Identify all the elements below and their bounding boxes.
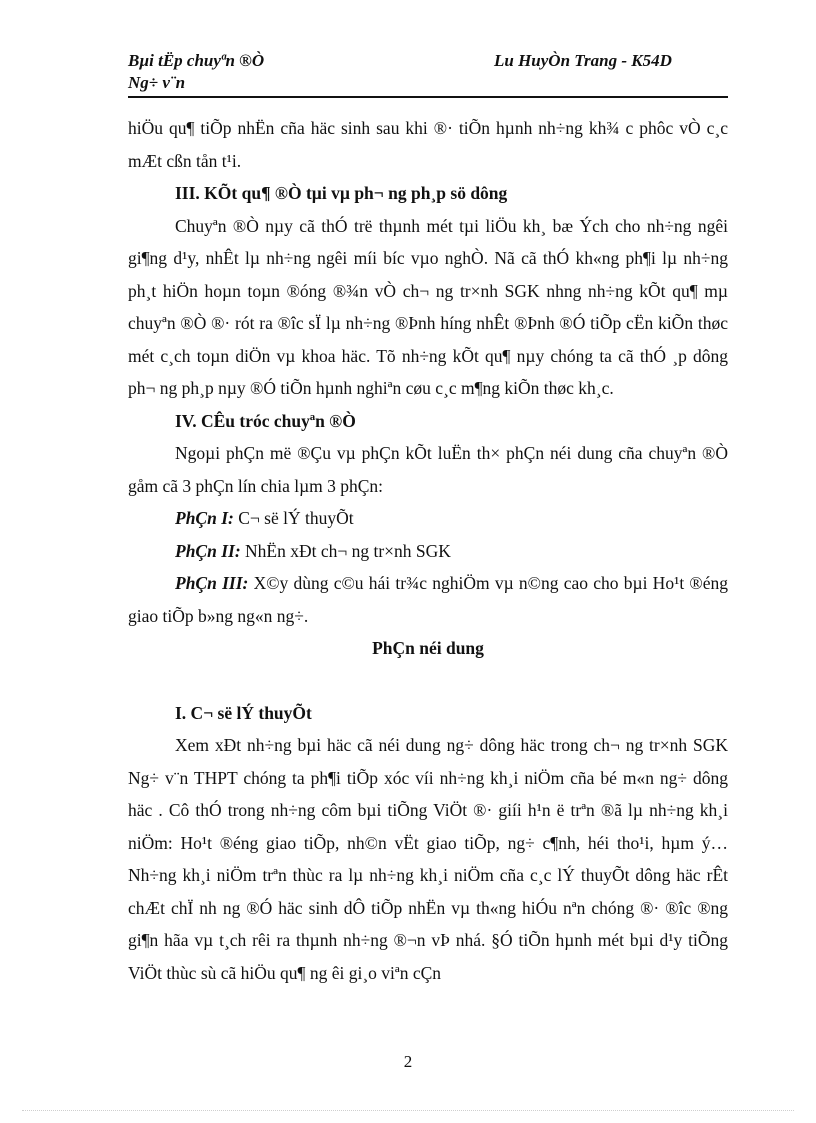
page-number: 2	[403, 1052, 413, 1071]
paragraph-theory: Xem xÐt nh÷ng bµi häc cã néi dung ng÷ dông häc trong ch¬ ng tr×nh SGK Ng÷ v¨n THPT chóng ta ph¶i tiÕp xóc víi nh÷ng kh¸i niÖm cña bé m«n ng÷ dông häc . Cô thÓ trong nh÷ng côm bµi tiÕng ViÖt ®· giíi h¹n ë trªn ®ã lµ nh÷ng kh¸i niÖm: Ho¹t ®éng giao tiÕp, nh©n vËt giao tiÕp, ng÷ c¶nh, héi tho¹i, hµm ý… Nh÷ng kh¸i niÖm trªn thùc ra lµ nh÷ng kh¸i niÖm cña c¸c lÝ thuyÕt dông häc rÊt chÆt chÏ nh ng ®Ó häc sinh dÔ tiÕp nhËn vµ th«ng hiÓu nªn chóng ®· ®îc ®ng gi¶n hãa vµ t¸ch rêi ra thµnh nh÷ng ®¬n vÞ nhá. §Ó tiÕn hµnh mét bµi d¹y tiÕng ViÖt thùc sù cã hiÖu qu¶ ng êi gi¸o viªn cÇn	[128, 735, 728, 983]
page-body	[128, 112, 728, 989]
header-left	[128, 50, 264, 94]
paragraph-intro: hiÖu qu¶ tiÕp nhËn cña häc sinh sau khi ®· tiÕn hµnh nh÷ng kh¾ c phôc vÒ c¸c mÆt cßn tån t¹i.	[128, 118, 728, 171]
heading-structure: IV. CÊu tróc chuyªn ®Ò	[175, 410, 356, 431]
part-3-label: PhÇn III:	[175, 573, 249, 593]
spacer	[128, 665, 728, 697]
part-1-text: C¬ së lÝ thuyÕt	[233, 508, 354, 528]
heading-results: III. KÕt qu¶ ®Ò tµi vµ ph¬ ng ph¸p sö dông	[175, 183, 508, 203]
header-author: Lu HuyÒn Trang - K54D	[494, 51, 672, 70]
part-item-2	[128, 535, 728, 568]
part-3-text: X©y dùng c©u hái tr¾c nghiÖm vµ n©ng cao cho bµi Ho¹t ®éng giao tiÕp b»ng ng«n ng÷.	[128, 573, 728, 626]
page-header	[128, 50, 728, 98]
part-2-text: NhËn xÐt ch¬ ng tr×nh SGK	[240, 540, 451, 561]
paragraph-structure: Ngoµi phÇn më ®Çu vµ phÇn kÕt luËn th× phÇn néi dung cña chuyªn ®Ò gåm cã 3 phÇn lín chia lµm 3 phÇn:	[128, 443, 728, 496]
section-title: PhÇn néi dung	[372, 638, 484, 658]
header-title-line2: Ng÷ v¨n	[128, 73, 186, 92]
part-item-1	[128, 502, 728, 535]
heading-theory: I. C¬ së lÝ thuyÕt	[175, 702, 312, 723]
header-title-line1: Bµi tËp chuyªn ®Ò	[128, 51, 265, 70]
part-item-3	[128, 567, 728, 632]
bottom-divider	[22, 1110, 794, 1111]
part-1-label: PhÇn I:	[175, 508, 234, 528]
part-2-label: PhÇn II:	[175, 540, 241, 561]
paragraph-results: Chuyªn ®Ò nµy cã thÓ trë thµnh mét tµi liÖu kh¸ bæ Ých cho nh÷ng ngêi gi¶ng d¹y, nhÊt lµ nh÷ng ngêi míi bíc vµo nghÒ. Nã cã thÓ kh«ng ph¶i lµ nh÷ng ph¸t hiÖn hoµn toµn ®óng ®¾n vÒ ch¬ ng tr×nh SGK nhng nh÷ng kÕt qu¶ mµ chuyªn ®Ò ®· rót ra ®îc sÏ lµ nh÷ng ®Þnh híng nhÊt ®Þnh ®Ó tiÕp cËn kiÕn thøc mét c¸ch toµn diÖn vµ khoa häc. Tõ nh÷ng kÕt qu¶ nµy chóng ta cã thÓ ¸p dông ph¬ ng ph¸p nµy ®Ó tiÕn hµnh nghiªn cøu c¸c m¶ng kiÕn thøc kh¸c.	[128, 215, 728, 398]
